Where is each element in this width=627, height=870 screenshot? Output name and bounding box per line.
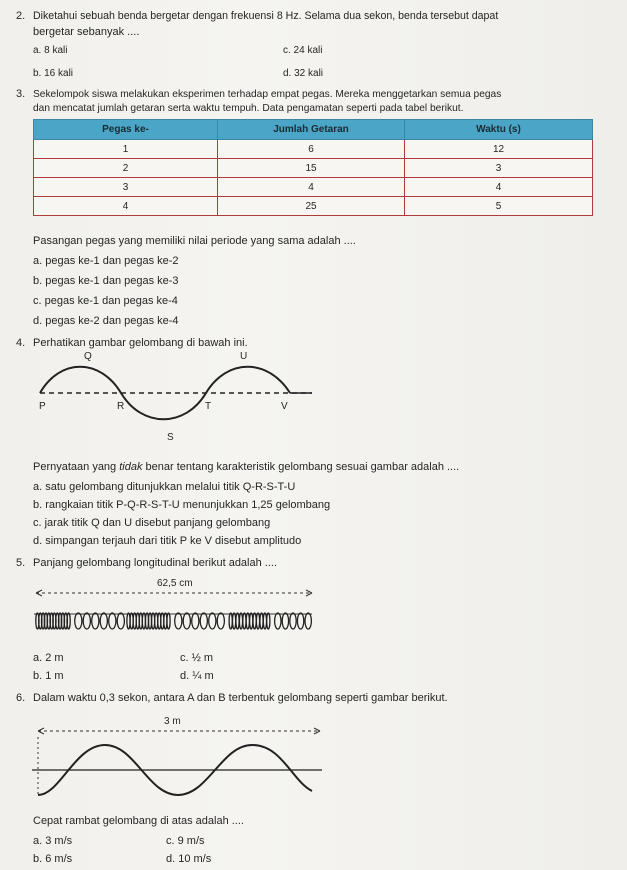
spring-coil [297, 613, 303, 629]
q4-question-pre: Pernyataan yang [33, 461, 120, 473]
transverse-wave-figure [30, 348, 320, 428]
spring-coil [236, 613, 239, 629]
q4-option-d: d. simpangan terjauh dari titik P ke V disebut amplitudo [33, 535, 302, 547]
q5-option-c: c. ½ m [180, 652, 214, 664]
wave-label-u: U [240, 351, 248, 362]
spring-coil [275, 613, 281, 629]
q3-question: Pasangan pegas yang memiliki nilai periode yang sama adalah .... [33, 235, 356, 247]
q3-option-d: d. pegas ke-2 dan pegas ke-4 [33, 315, 179, 327]
q6-option-d: d. 10 m/s [166, 853, 212, 865]
table-cell: 3 [405, 159, 593, 178]
spring-coil [260, 613, 263, 629]
observation-table [33, 119, 593, 216]
spring-coil [243, 613, 246, 629]
spring-coil [267, 613, 270, 629]
table-row [34, 197, 593, 216]
q4-question-emphasis: tidak [119, 461, 143, 473]
q4-number: 4. [16, 337, 26, 349]
table-row [34, 178, 593, 197]
q6-question: Cepat rambat gelombang di atas adalah .... [33, 815, 244, 827]
spring-coil [83, 613, 90, 629]
table-cell: 6 [218, 140, 405, 159]
spring-coil [263, 613, 266, 629]
spring-coil [282, 613, 288, 629]
wave-label-p: P [39, 401, 46, 412]
spring-coil [256, 613, 259, 629]
q2-option-c: c. 24 kali [283, 45, 323, 56]
table-cell: 15 [218, 159, 405, 178]
q2-number: 2. [16, 10, 26, 22]
q5-measure-label: 62,5 cm [157, 578, 193, 589]
q3-number: 3. [16, 88, 26, 100]
table-row [34, 159, 593, 178]
q5-number: 5. [16, 557, 26, 569]
table-cell: 25 [218, 197, 405, 216]
table-cell: 4 [405, 178, 593, 197]
spring-coil [109, 613, 116, 629]
spring-coil [250, 613, 253, 629]
table-cell: 4 [34, 197, 218, 216]
q6-option-a: a. 3 m/s [33, 835, 73, 847]
spring-coil [305, 613, 311, 629]
q4-option-b: b. rangkaian titik P-Q-R-S-T-U menunjukkan 1,25 gelombang [33, 499, 331, 511]
q5-text: Panjang gelombang longitudinal berikut adalah .... [33, 557, 278, 569]
spring-coil [217, 613, 224, 629]
table-cell: 12 [405, 140, 593, 159]
q2-option-b: b. 16 kali [33, 68, 74, 79]
wave-label-q: Q [84, 351, 92, 362]
q3-option-a: a. pegas ke-1 dan pegas ke-2 [33, 255, 179, 267]
table-row [34, 140, 593, 159]
wave-label-r: R [117, 401, 125, 412]
q2-text-line1: Diketahui sebuah benda bergetar dengan frekuensi 8 Hz. Selama dua sekon, benda tersebut dapat [33, 10, 499, 22]
spring-coil [100, 613, 107, 629]
spring-coil [192, 613, 199, 629]
spring-coil [183, 613, 190, 629]
q2-option-a: a. 8 kali [33, 45, 68, 56]
table-cell: 2 [34, 159, 218, 178]
q3-text-line1: Sekelompok siswa melakukan eksperimen terhadap empat pegas. Mereka menggetarkan semua pegas [33, 89, 502, 100]
spring-coil [92, 613, 99, 629]
spring-coils [36, 613, 312, 629]
wave-label-s: S [167, 432, 174, 443]
spring-coil [290, 613, 296, 629]
table-header-row [34, 120, 593, 140]
spring-coil [175, 613, 182, 629]
spring-coil [229, 613, 232, 629]
table-cell: 3 [34, 178, 218, 197]
q5-option-b: b. 1 m [33, 670, 64, 682]
q6-measure-label: 3 m [164, 716, 181, 727]
q4-question [33, 461, 459, 474]
spring-figure [30, 586, 320, 646]
table-cell: 4 [218, 178, 405, 197]
table-cell: 5 [405, 197, 593, 216]
q3-option-c: c. pegas ke-1 dan pegas ke-4 [33, 295, 178, 307]
spring-coil [246, 613, 249, 629]
wave-ab-figure [30, 725, 330, 820]
table-header-cell: Pegas ke- [34, 120, 218, 140]
q6-option-b: b. 6 m/s [33, 853, 73, 865]
table-header-cell: Jumlah Getaran [218, 120, 405, 140]
q3-text-line2: dan mencatat jumlah getaran serta waktu tempuh. Data pengamatan seperti pada tabel berikut. [33, 103, 464, 114]
table-cell: 1 [34, 140, 218, 159]
q3-option-b: b. pegas ke-1 dan pegas ke-3 [33, 275, 179, 287]
spring-coil [253, 613, 256, 629]
wave-label-t: T [205, 401, 212, 412]
table-header-cell: Waktu (s) [405, 120, 593, 140]
q4-option-c: c. jarak titik Q dan U disebut panjang gelombang [33, 517, 271, 529]
q6-number: 6. [16, 692, 26, 704]
spring-coil [167, 613, 170, 629]
spring-coil [239, 613, 242, 629]
spring-coil [75, 613, 82, 629]
spring-coil [209, 613, 216, 629]
q4-question-post: benar tentang karakteristik gelombang sesuai gambar adalah .... [142, 461, 460, 473]
spring-coil [67, 613, 70, 629]
wave-label-v: V [281, 401, 288, 412]
spring-coil [117, 613, 124, 629]
q4-text: Perhatikan gambar gelombang di bawah ini. [33, 337, 248, 349]
q5-option-d: d. ¼ m [180, 670, 214, 682]
q6-text: Dalam waktu 0,3 sekon, antara A dan B terbentuk gelombang seperti gambar berikut. [33, 692, 448, 704]
q2-option-d: d. 32 kali [283, 68, 324, 79]
spring-coil [200, 613, 207, 629]
q4-option-a: a. satu gelombang ditunjukkan melalui titik Q-R-S-T-U [33, 481, 296, 493]
q6-option-c: c. 9 m/s [166, 835, 205, 847]
spring-coil [233, 613, 236, 629]
q2-text-line2: bergetar sebanyak .... [33, 26, 140, 38]
q5-option-a: a. 2 m [33, 652, 64, 664]
